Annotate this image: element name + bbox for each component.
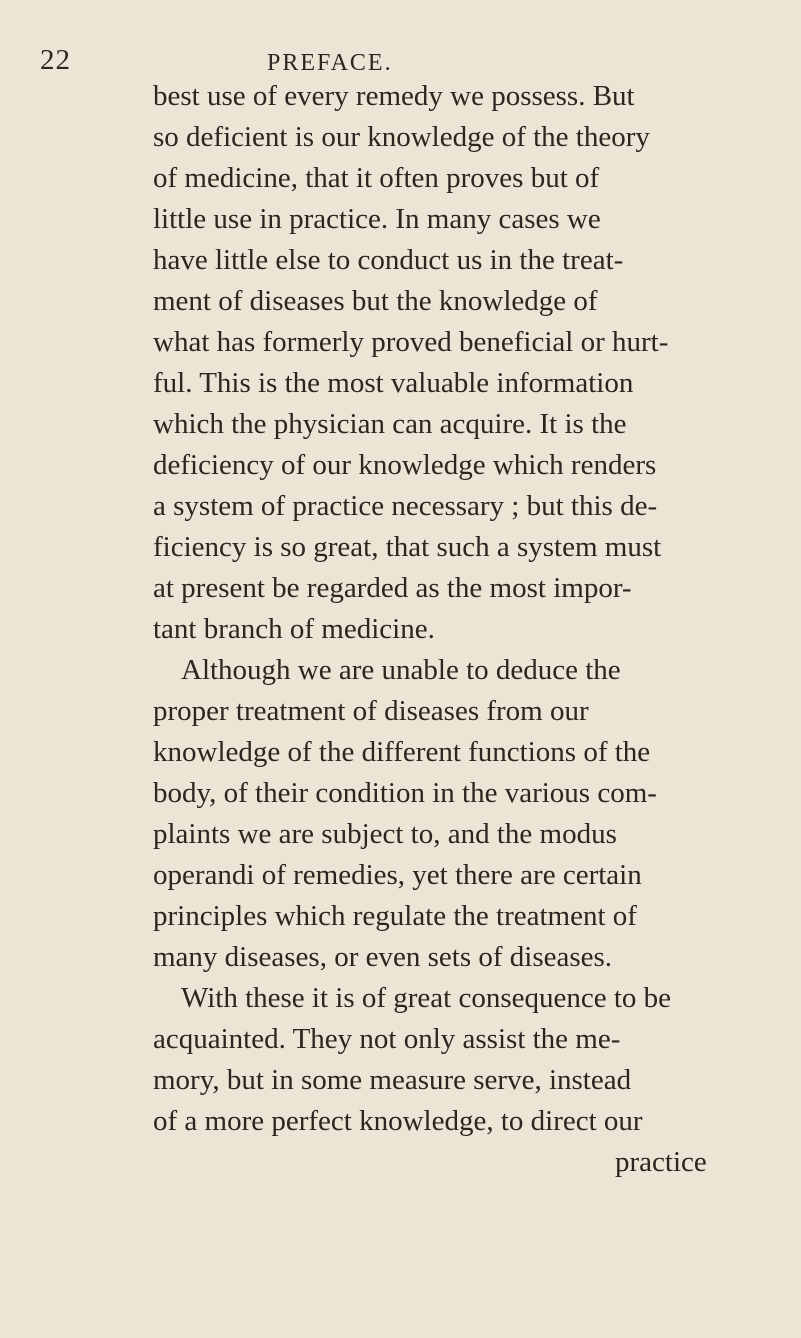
text-line: at present be regarded as the most impor- [153, 572, 632, 604]
text-line: deficiency of our knowledge which renders [153, 449, 657, 481]
text-line: ficiency is so great, that such a system must [153, 531, 662, 563]
text-line: have little else to conduct us in the treat- [153, 244, 624, 276]
page-number: 22 [40, 44, 71, 76]
running-head: PREFACE. [267, 50, 393, 76]
text-line: Although we are unable to deduce the [181, 654, 621, 686]
text-line: practice [615, 1146, 707, 1178]
text-line: tant branch of medicine. [153, 613, 435, 645]
text-line: operandi of remedies, yet there are certain [153, 859, 642, 891]
text-line: principles which regulate the treatment of [153, 900, 637, 932]
text-line: acquainted. They not only assist the me- [153, 1023, 621, 1055]
text-line: ful. This is the most valuable information [153, 367, 634, 399]
text-line: of medicine, that it often proves but of [153, 162, 600, 194]
text-line: proper treatment of diseases from our [153, 695, 589, 727]
text-line: a system of practice necessary ; but this de- [153, 490, 658, 522]
text-line: mory, but in some measure serve, instead [153, 1064, 632, 1096]
text-line: little use in practice. In many cases we [153, 203, 601, 235]
text-line: ment of diseases but the knowledge of [153, 285, 598, 317]
text-line: plaints we are subject to, and the modus [153, 818, 617, 850]
text-line: many diseases, or even sets of diseases. [153, 941, 613, 973]
text-line: so deficient is our knowledge of the theory [153, 121, 650, 153]
text-line: body, of their condition in the various com- [153, 777, 657, 809]
text-line: of a more perfect knowledge, to direct our [153, 1105, 643, 1137]
text-line: which the physician can acquire. It is the [153, 408, 627, 440]
text-line: knowledge of the different functions of the [153, 736, 651, 768]
text-line: With these it is of great consequence to be [181, 982, 672, 1014]
text-line: what has formerly proved beneficial or hurt- [153, 326, 669, 358]
text-line: best use of every remedy we possess. But [153, 80, 635, 112]
